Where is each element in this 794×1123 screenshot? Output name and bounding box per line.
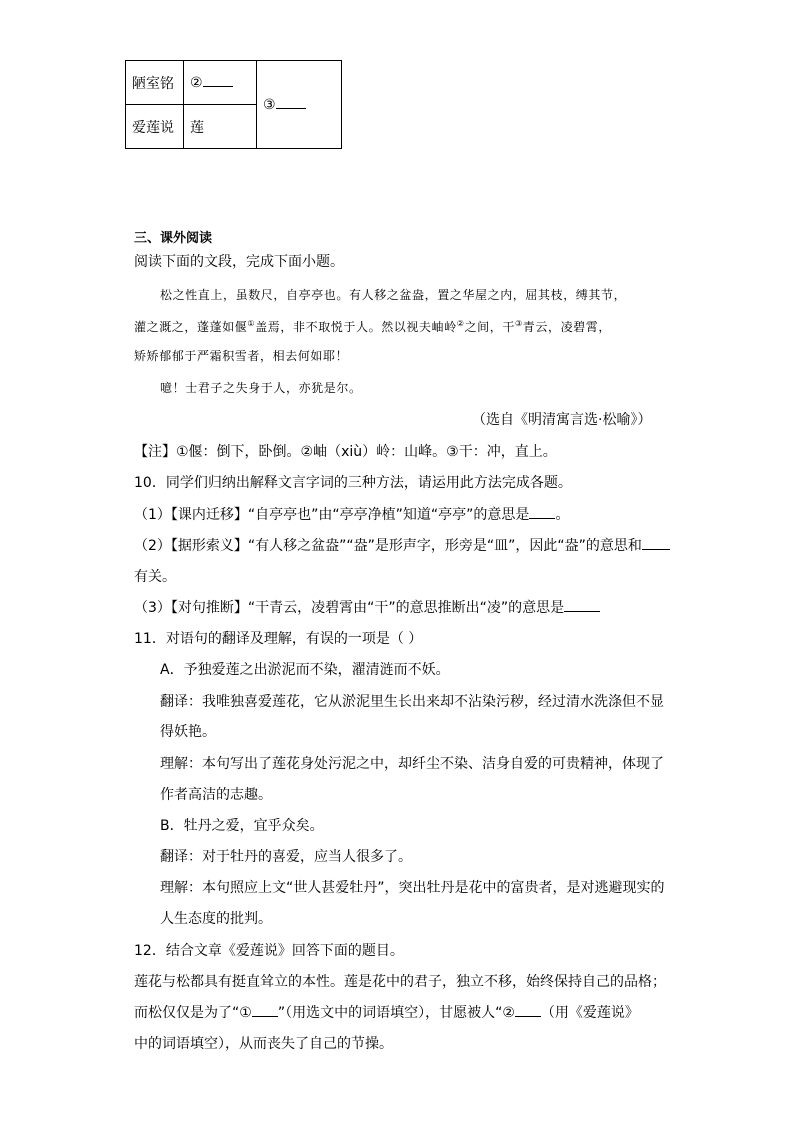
option-a-understanding-cont: 作者高洁的志趣。 xyxy=(160,787,272,803)
passage-text: 灌之溉之，蓬蓬如偃 xyxy=(134,320,248,334)
section-title: 三、课外阅读 xyxy=(134,231,213,246)
question-text: （3）【对句推断】“干青云，凌碧霄由“干”的意思推断出“凌”的意思是 xyxy=(134,600,565,616)
passage-text: 盖焉，非不取悦于人。然以视夫岫岭 xyxy=(255,320,457,334)
answer-blank[interactable] xyxy=(642,549,670,550)
passage-line xyxy=(134,318,611,335)
footnote-marker: ③ xyxy=(514,319,523,328)
question-text: ”（用选文中的词语填空），甘愿被人“ xyxy=(277,1005,503,1021)
instructions: 阅读下面的文段，完成下面小题。 xyxy=(134,254,344,270)
question-10-part-3 xyxy=(134,597,600,617)
answer-blank[interactable] xyxy=(515,1016,541,1017)
answer-blank[interactable] xyxy=(564,611,600,612)
question-10-part-2-cont: 有关。 xyxy=(134,569,176,585)
source-citation: （选自《明清寓言选·松喻》） xyxy=(472,412,652,428)
passage-line: 矫矫郁郁于严霜积雪者，相去何如耶！ xyxy=(134,349,349,363)
question-12-line: 莲花与松都具有挺直耸立的本性。莲是花中的君子，独立不移，始终保持自己的品格； xyxy=(134,974,666,990)
passage-line: 噫！士君子之失身于人，亦犹是尔。 xyxy=(160,381,362,395)
answer-blank[interactable] xyxy=(529,518,555,519)
table-cell-answer xyxy=(184,61,257,105)
table-cell-title xyxy=(126,61,184,105)
question-text: 。 xyxy=(555,507,570,523)
annotation-note: 【注】①偃：倒下，卧倒。②岫（xiù）岭：山峰。③干：冲，直上。 xyxy=(134,444,557,460)
question-12-line: 中的词语填空），从而丧失了自己的节操。 xyxy=(134,1036,393,1052)
question-text: （1）【课内迁移】“自亭亭也”由“亭亭净植”知道“亭亭”的意思是 xyxy=(134,507,530,523)
option-a-text[interactable]: A．予独爱莲之出淤泥而不染，濯清涟而不妖。 xyxy=(160,662,450,678)
comparison-table xyxy=(125,60,342,149)
question-10-part-2 xyxy=(134,535,670,555)
question-text: （用《爱莲说》 xyxy=(540,1005,639,1021)
option-b-understanding-cont: 人生态度的批判。 xyxy=(160,911,272,927)
option-a-translation: 翻译：我唯独喜爱莲花，它从淤泥里生长出来却不沾染污秽，经过清水洗涤但不显 xyxy=(160,694,664,710)
table-cell-answer xyxy=(184,105,257,149)
question-10-stem: 10．同学们归纳出解释文言字词的三种方法，请运用此方法完成各题。 xyxy=(134,475,572,491)
passage-text: 青云，凌碧霄， xyxy=(522,320,611,334)
option-b-text[interactable]: B．牡丹之爱，宜乎众矣。 xyxy=(160,818,324,834)
option-a-understanding: 理解：本句写出了莲花身处污泥之中，却纤尘不染、洁身自爱的可贵精神，体现了 xyxy=(160,756,664,772)
table-cell-title xyxy=(126,105,184,149)
question-11-stem: 11．对语句的翻译及理解，有误的一项是（ ） xyxy=(134,631,423,647)
option-b-understanding: 理解：本句照应上文“世人甚爱牡丹”，突出牡丹是花中的富贵者，是对逃避现实的 xyxy=(160,880,665,896)
question-10-part-1 xyxy=(134,504,569,524)
passage-text: 之间，干 xyxy=(464,320,515,334)
option-b-translation: 翻译：对于牡丹的喜爱，应当人很多了。 xyxy=(160,849,412,865)
blank-number: ② xyxy=(502,1005,515,1021)
answer-blank[interactable] xyxy=(276,108,306,109)
passage-line: 松之性直上，虽数尺，自亭亭也。有人移之盆盎，置之华屋之内，屈其枝，缚其节， xyxy=(160,288,627,302)
question-text: （2）【据形索义】“有人移之盆盎”“盎”是形声字，形旁是“皿”，因此“盎”的意思和 xyxy=(134,538,642,554)
blank-number: ① xyxy=(239,1005,252,1021)
question-12-line xyxy=(134,1002,639,1022)
table-row-title: 爱莲说 xyxy=(132,119,174,136)
table-cell-merged xyxy=(257,61,342,149)
blank-number: ② xyxy=(190,74,203,91)
table-cell-value: 莲 xyxy=(190,119,204,136)
footnote-marker: ② xyxy=(456,319,465,328)
answer-blank[interactable] xyxy=(252,1016,278,1017)
answer-blank[interactable] xyxy=(203,86,233,87)
blank-number: ③ xyxy=(263,96,276,113)
option-a-translation-cont: 得妖艳。 xyxy=(160,724,216,740)
question-text: 而松仅仅是为了“ xyxy=(134,1005,240,1021)
table-row-title: 陋室铭 xyxy=(132,75,174,92)
footnote-marker: ① xyxy=(247,319,256,328)
question-12-stem: 12．结合文章《爱莲说》回答下面的题目。 xyxy=(134,943,404,959)
